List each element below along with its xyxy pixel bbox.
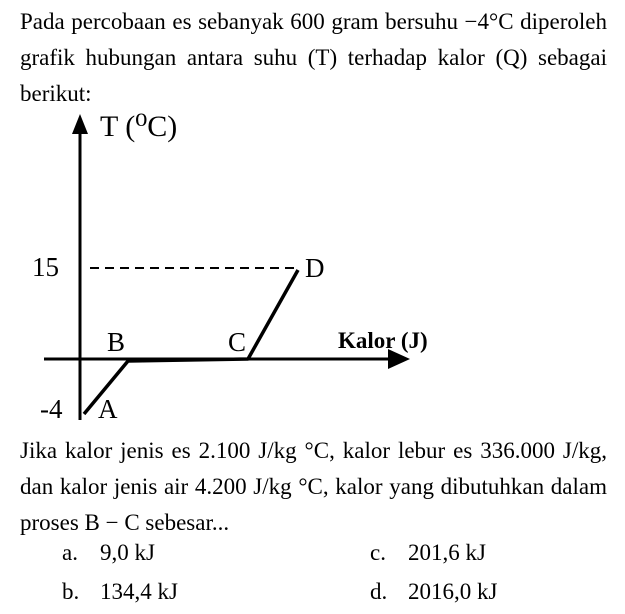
y-axis-label: T (⁰C) [100,110,178,143]
option-d[interactable] [370,578,497,606]
option-c[interactable] [370,539,486,567]
option-a-text: 9,0 kJ [100,540,155,565]
tick-label-minus4: -4 [40,394,63,424]
option-b-letter: b. [62,579,80,604]
point-label-d: D [305,253,325,283]
point-label-c: C [228,327,247,357]
option-d-text: 2016,0 kJ [408,579,498,604]
option-a[interactable] [62,539,155,567]
point-label-a: A [98,394,118,424]
problem-question: Jika kalor jenis es 2.100 J/kg °C, kalor lebur es 336.000 J/kg, dan kalor jenis air 4.200 J/kg °C, kalor yang dibutuhkan dalam proses B − C sebesar... [20,438,607,535]
problem-intro: Pada percobaan es sebanyak 600 gram bersuhu −4°C diperoleh grafik hubungan antara suhu (T) terhadap kalor (Q) sebagai berikut: [20,9,607,106]
option-c-letter: c. [370,540,386,565]
point-label-b: B [107,327,126,357]
option-b-text: 134,4 kJ [100,579,178,604]
x-axis-label: Kalor (J) [338,328,428,353]
option-a-letter: a. [62,540,78,565]
tick-label-15: 15 [32,252,59,282]
option-d-letter: d. [370,579,388,604]
option-c-text: 201,6 kJ [408,540,486,565]
y-axis-arrow-icon [72,114,88,134]
option-b[interactable] [62,578,178,606]
